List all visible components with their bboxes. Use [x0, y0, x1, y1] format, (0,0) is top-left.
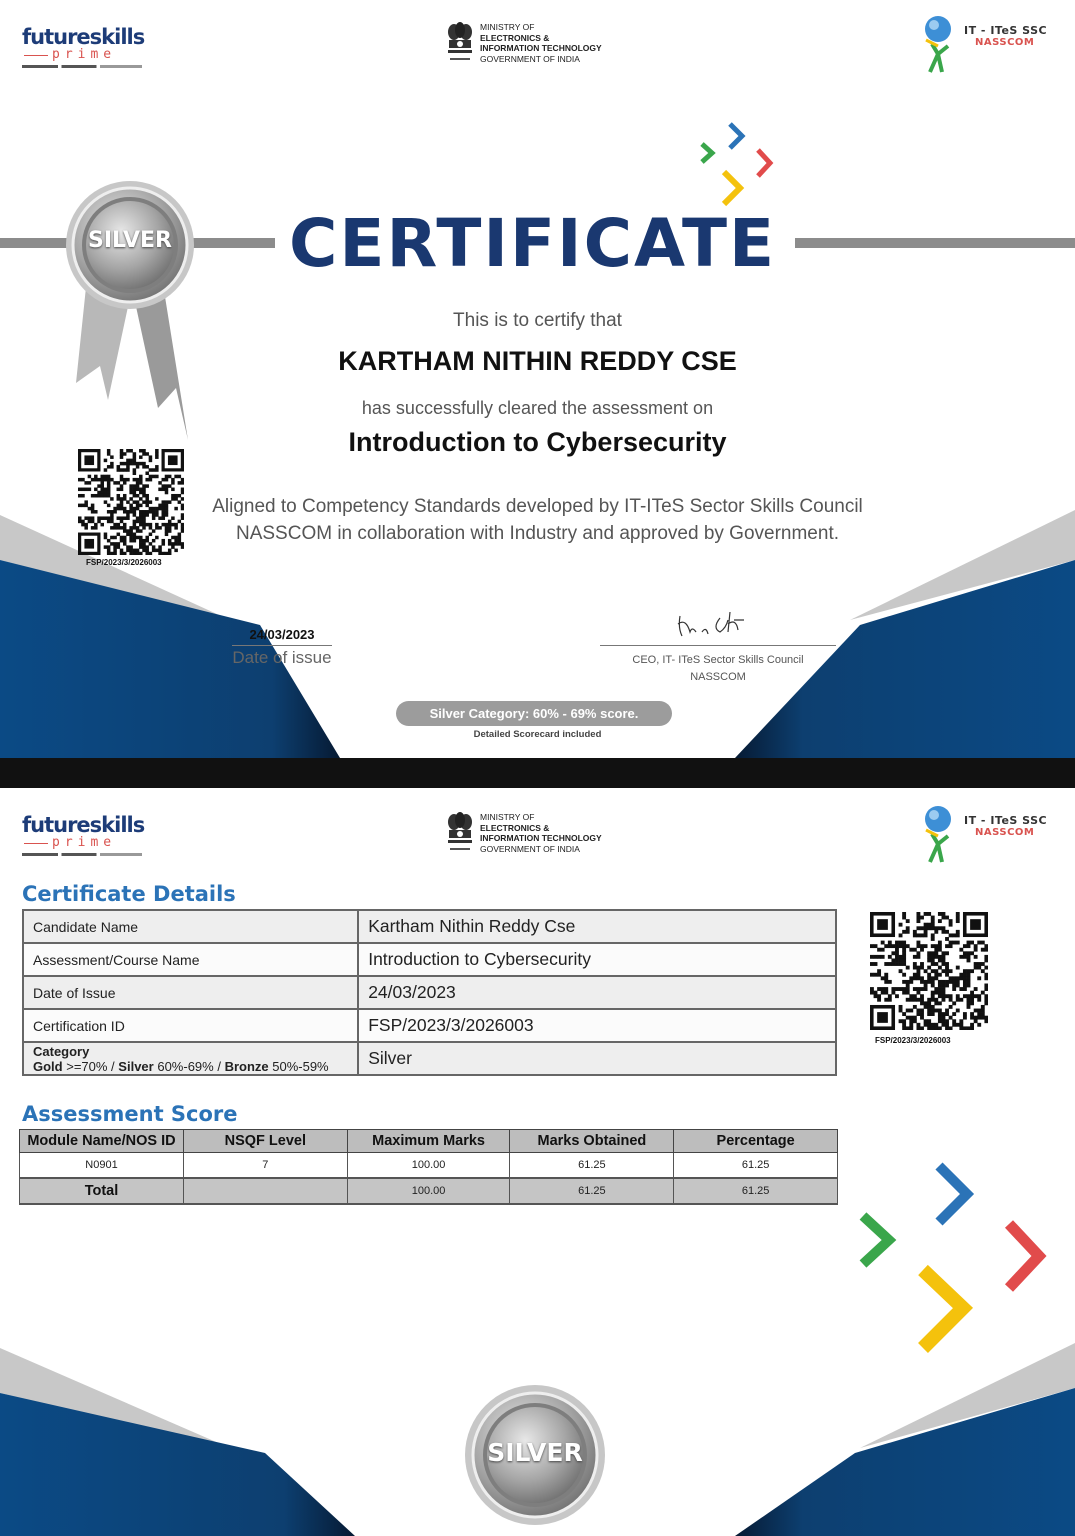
- score-cell: 7: [183, 1153, 347, 1179]
- meity-logo: [444, 20, 644, 70]
- date-underline: [232, 645, 332, 646]
- score-header: Module Name/NOS ID: [20, 1130, 184, 1153]
- nasscom-ssc-logo-2: [920, 804, 1060, 870]
- course-name: Introduction to Cybersecurity: [348, 427, 727, 457]
- title-rule-right: [795, 238, 1075, 248]
- ministry-line1-2: MINISTRY OF: [480, 812, 535, 822]
- total-label: Total: [20, 1178, 184, 1204]
- category-pill: Silver Category: 60% - 69% score.: [396, 701, 672, 726]
- futureskills-brand-2: futureskills: [22, 813, 145, 837]
- futureskills-tagline-2: [22, 853, 142, 856]
- signature-line: [600, 645, 836, 646]
- score-cell: N0901: [20, 1153, 184, 1179]
- score-header: Percentage: [674, 1130, 838, 1153]
- aligned-line2: NASSCOM in collaboration with Industry and approved by Government.: [235, 523, 840, 544]
- nasscom-ssc-logo: [920, 14, 1060, 80]
- details-row: [23, 910, 836, 943]
- score-cell: 61.25: [510, 1153, 674, 1179]
- category-label: Category: [33, 1043, 90, 1059]
- category-silver-range: 60%-69% /: [157, 1058, 221, 1074]
- ssc-line1-2: IT - ITeS SSC: [964, 814, 1048, 827]
- ministry-line3-2: INFORMATION TECHNOLOGY: [480, 833, 602, 843]
- total-obtained: 61.25: [510, 1178, 674, 1204]
- details-label: Candidate Name: [23, 910, 358, 943]
- globe-figure-icon: [922, 804, 958, 866]
- score-row: [20, 1153, 838, 1179]
- national-emblem-icon: [444, 810, 476, 858]
- ssc-line1: IT - ITeS SSC: [964, 24, 1048, 37]
- score-total-row: [20, 1178, 838, 1204]
- meity-logo-2: [444, 810, 644, 860]
- candidate-name: KARTHAM NITHIN REDDY CSE: [338, 346, 737, 376]
- score-header: NSQF Level: [183, 1130, 347, 1153]
- ministry-line2-2: ELECTRONICS &: [480, 822, 550, 833]
- category-gold-range: >=70% /: [66, 1058, 115, 1074]
- cleared-text: has successfully cleared the assessment on: [361, 398, 714, 418]
- qr-code-2: [870, 912, 988, 1030]
- national-emblem-icon: [444, 20, 476, 68]
- details-label: Date of Issue: [23, 976, 358, 1009]
- certificate-page: [0, 0, 1075, 758]
- futureskills-sub-2: prime: [52, 836, 142, 850]
- ministry-line4-2: GOVERNMENT OF INDIA: [480, 843, 580, 854]
- qr-caption-2: FSP/2023/3/2026003: [875, 1036, 951, 1045]
- certificate-details-table: [22, 909, 837, 1076]
- details-row-category: [23, 1042, 836, 1075]
- details-value: Introduction to Cybersecurity: [358, 943, 836, 976]
- details-row: [23, 943, 836, 976]
- category-gold: Gold: [33, 1058, 63, 1074]
- score-header: Marks Obtained: [510, 1130, 674, 1153]
- category-bronze: Bronze: [224, 1058, 269, 1074]
- qr-caption: FSP/2023/3/2026003: [86, 558, 162, 567]
- scorecard-page: [0, 788, 1075, 1536]
- futureskills-brand: futureskills: [22, 25, 145, 49]
- scorecard-note: Detailed Scorecard included: [473, 729, 602, 740]
- futureskills-logo: [22, 25, 145, 68]
- futureskills-logo-2: [22, 813, 145, 856]
- details-label: Assessment/Course Name: [23, 943, 358, 976]
- score-cell: 61.25: [674, 1153, 838, 1179]
- ministry-line3: INFORMATION TECHNOLOGY: [480, 43, 602, 53]
- assessment-score-table: [19, 1129, 838, 1205]
- futureskills-tagline: [22, 65, 142, 68]
- aligned-line1: Aligned to Competency Standards developed by IT-ITeS Sector Skills Council: [212, 496, 863, 517]
- category-bronze-range: 50%-59%: [272, 1058, 329, 1074]
- alignment-statement: [0, 493, 1075, 547]
- details-value: Kartham Nithin Reddy Cse: [358, 910, 836, 943]
- category-value: Silver: [358, 1042, 836, 1075]
- score-cell: 100.00: [347, 1153, 510, 1179]
- silver-seal-label: SILVER: [87, 228, 172, 253]
- ssc-line2: NASSCOM: [975, 37, 1035, 48]
- assessment-score-title: Assessment Score: [22, 1102, 238, 1126]
- details-value: 24/03/2023: [358, 976, 836, 1009]
- issue-date: 24/03/2023: [249, 627, 315, 642]
- certificate-title: CERTIFICATE: [289, 205, 777, 282]
- details-value: FSP/2023/3/2026003: [358, 1009, 836, 1042]
- details-label: Certification ID: [23, 1009, 358, 1042]
- signer-title: CEO, IT- ITeS Sector Skills Council: [632, 654, 804, 666]
- score-header: Maximum Marks: [347, 1130, 510, 1153]
- colored-chevrons-large-icon: [855, 1158, 1060, 1378]
- certify-text: This is to certify that: [453, 310, 622, 331]
- futureskills-sub: prime: [52, 48, 142, 62]
- ministry-line2: ELECTRONICS &: [480, 32, 550, 43]
- signer-org: NASSCOM: [690, 671, 746, 683]
- category-silver: Silver: [118, 1058, 154, 1074]
- ssc-line2-2: NASSCOM: [975, 827, 1035, 838]
- signer-block: [600, 652, 836, 686]
- total-nsqf: [183, 1178, 347, 1204]
- category-ranges: [33, 1059, 348, 1074]
- silver-seal-bottom-label: SILVER: [487, 1438, 583, 1467]
- details-row: [23, 1009, 836, 1042]
- issue-date-label: Date of issue: [232, 648, 332, 667]
- category-label-cell: [23, 1042, 358, 1075]
- total-max: 100.00: [347, 1178, 510, 1204]
- details-row: [23, 976, 836, 1009]
- signature-icon: [672, 608, 762, 642]
- ministry-line1: MINISTRY OF: [480, 22, 535, 32]
- colored-chevrons-icon: [692, 120, 782, 210]
- globe-figure-icon: [922, 14, 958, 76]
- ministry-line4: GOVERNMENT OF INDIA: [480, 53, 580, 64]
- certificate-details-title: Certificate Details: [22, 882, 236, 906]
- total-percentage: 61.25: [674, 1178, 838, 1204]
